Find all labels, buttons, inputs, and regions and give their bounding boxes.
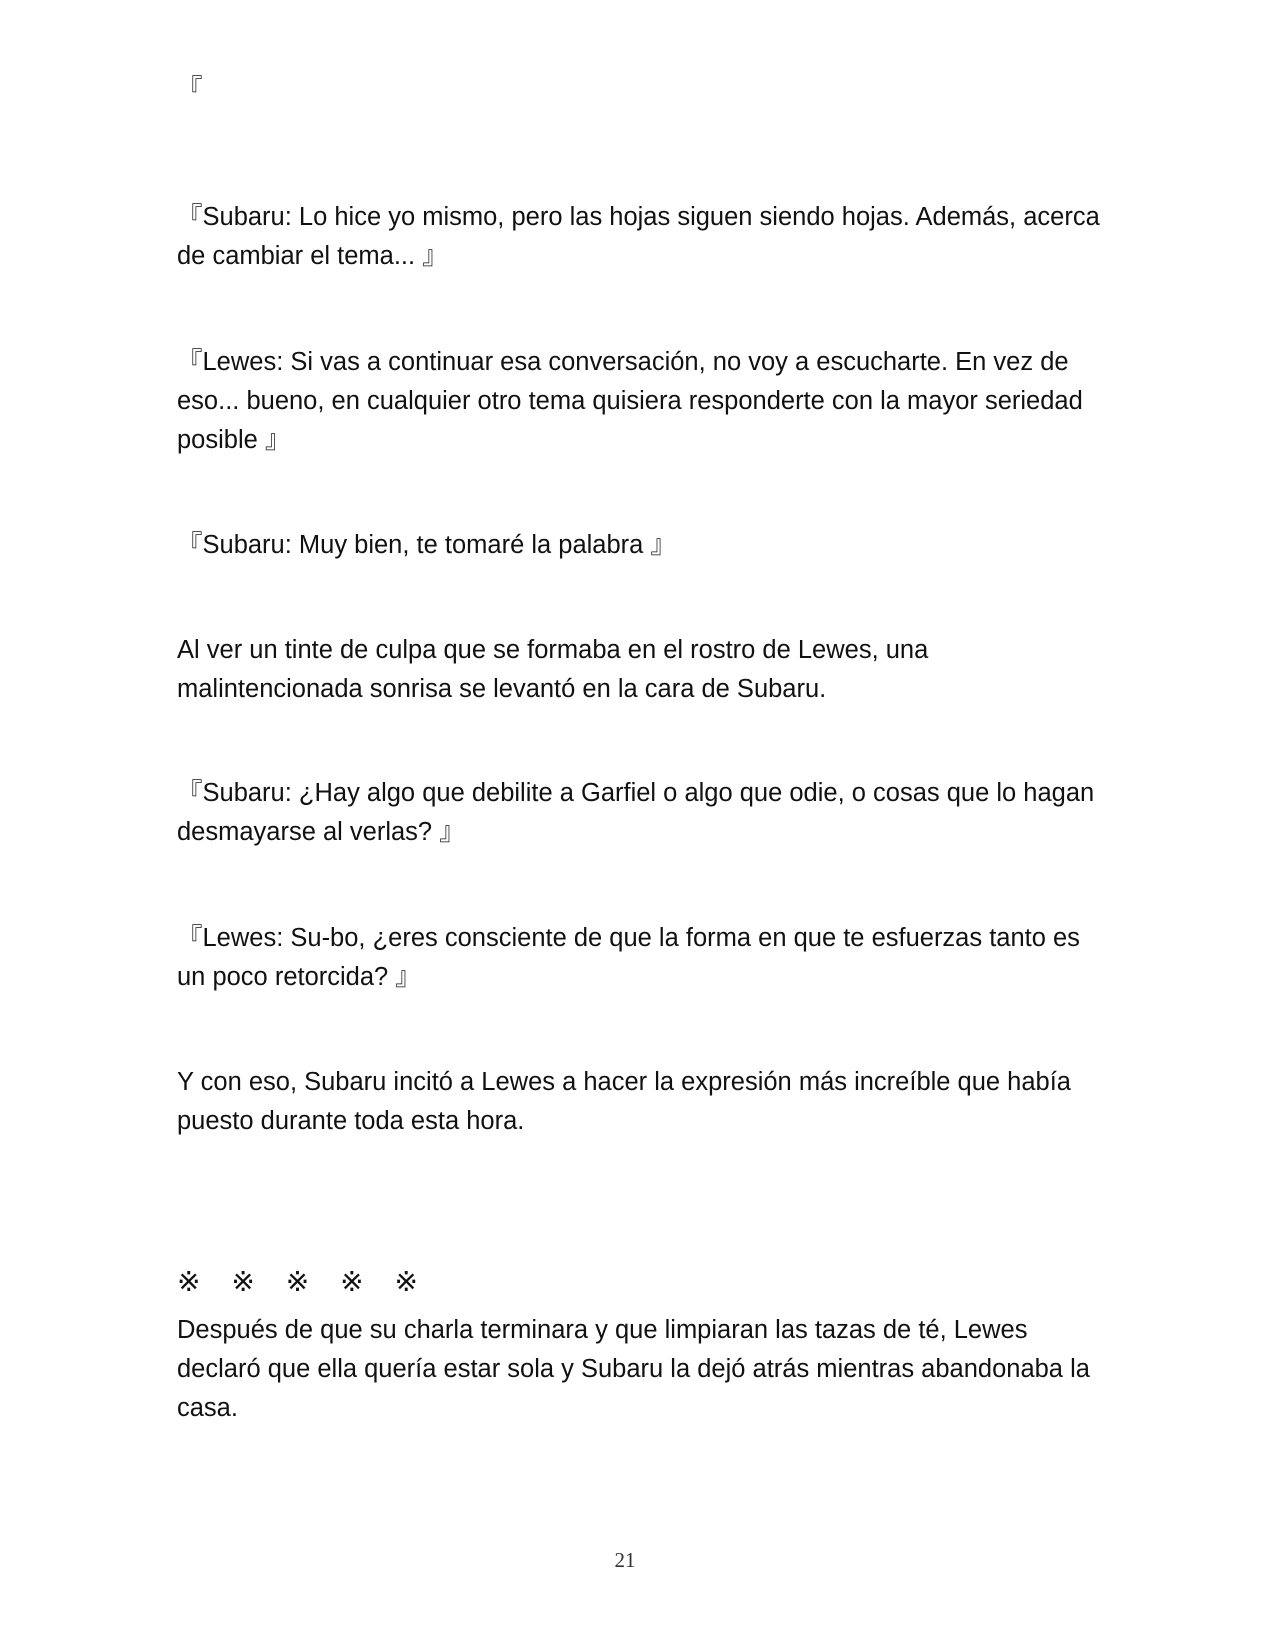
dialogue-fragment: 『 xyxy=(177,75,203,103)
narration-smile: Al ver un tinte de culpa que se formaba en el rostro de Lewes, una malintencionada sonrisa se levantó en la cara de Subaru. xyxy=(177,636,929,703)
narration-leaving: Después de que su charla terminara y que limpiaran las tazas de té, Lewes declaró que ella quería estar sola y Subaru la dejó atrás mientras abandonaba la casa. xyxy=(177,1316,1090,1422)
section-break: ※ ※ ※ ※ ※ xyxy=(177,1265,418,1298)
dialogue-subaru-leaves: 『Subaru: Lo hice yo mismo, pero las hojas siguen siendo hojas. Además, acerca de cambiar el tema... 』 xyxy=(177,203,1100,270)
dialogue-lewes-serious: 『Lewes: Si vas a continuar esa conversación, no voy a escucharte. En vez de eso... bueno, en cualquier otro tema quisiera responderte con la mayor seriedad posible 』 xyxy=(177,348,1083,454)
dialogue-subaru-garfiel: 『Subaru: ¿Hay algo que debilite a Garfiel o algo que odie, o cosas que lo hagan desmayarse al verlas? 』 xyxy=(177,779,1095,846)
dialogue-subaru-agree: 『Subaru: Muy bien, te tomaré la palabra 』 xyxy=(177,531,676,559)
dialogue-lewes-twisted: 『Lewes: Su-bo, ¿eres consciente de que la forma en que te esfuerzas tanto es un poco retorcida? 』 xyxy=(177,924,1080,991)
narration-expression: Y con eso, Subaru incitó a Lewes a hacer la expresión más increíble que había puesto durante toda esta hora. xyxy=(177,1068,1071,1135)
page-number: 21 xyxy=(614,1548,636,1572)
